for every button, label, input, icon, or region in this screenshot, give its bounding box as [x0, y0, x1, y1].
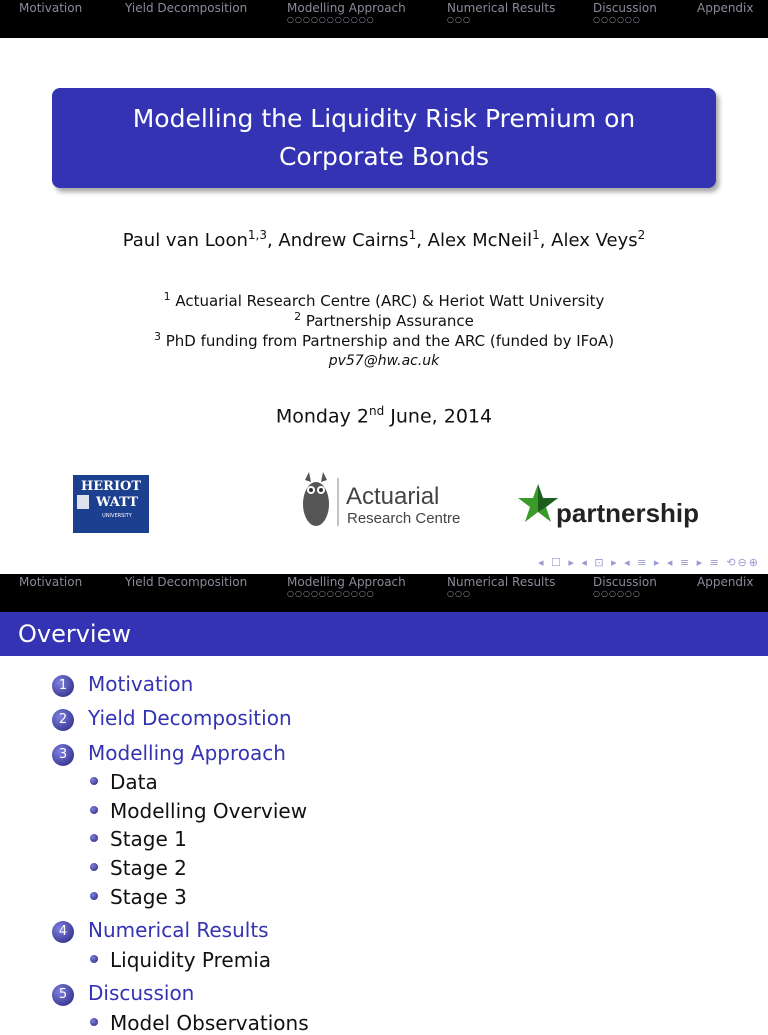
toc-item-numerical-results[interactable]	[52, 918, 269, 943]
date-pre: Monday 2	[275, 405, 370, 428]
nav-section-motivation[interactable]: Motivation	[19, 575, 83, 589]
toc-item-modelling-approach[interactable]	[52, 741, 286, 766]
nav-section-yield-decomposition[interactable]: Yield Decomposition	[125, 575, 248, 589]
toc-label[interactable]: Yield Decomposition	[88, 706, 292, 730]
author-name: Andrew Cairns	[278, 230, 409, 251]
toc-subitem-model-observations[interactable]	[90, 1011, 309, 1035]
author-affil-sup: 1	[532, 228, 540, 242]
author-affil-sup: 1,3	[247, 228, 267, 242]
toc-sublabel[interactable]: Data	[110, 770, 158, 794]
affil-text: Partnership Assurance	[305, 312, 474, 330]
affil-sup: 2	[294, 310, 302, 323]
toc-number-badge: 3	[52, 744, 74, 766]
author-name: Paul van Loon	[122, 230, 248, 251]
nav-section-modelling-approach[interactable]: Modelling Approach	[287, 1, 406, 15]
hw-logo-line3: UNIVERSITY	[102, 513, 132, 519]
nav-dots-discussion[interactable]: ○○○○○○	[593, 15, 641, 24]
toc-sublabel[interactable]: Liquidity Premia	[110, 948, 272, 972]
presentation-date	[0, 404, 768, 427]
hw-logo-line2: WATT	[95, 495, 139, 510]
bullet-icon	[90, 806, 98, 814]
toc-sublabel[interactable]: Stage 2	[110, 856, 187, 880]
toc-subitem-modelling-overview[interactable]	[90, 799, 307, 823]
toc-subitem-stage-2[interactable]	[90, 856, 187, 880]
nav-dots-modelling-approach[interactable]: ○○○○○○○○○○○	[287, 15, 375, 24]
author-name: Alex McNeil	[427, 230, 533, 251]
nav-section-numerical-results[interactable]: Numerical Results	[447, 575, 556, 589]
toc-sublabel[interactable]: Stage 3	[110, 885, 187, 909]
partnership-logo	[518, 476, 708, 534]
date-sup: nd	[369, 404, 385, 418]
author-affil-sup: 2	[637, 228, 646, 242]
heriot-watt-logo	[73, 475, 149, 533]
nav-dots-modelling-approach[interactable]: ○○○○○○○○○○○	[287, 589, 375, 598]
toc-number-badge: 1	[52, 675, 74, 697]
toc-subitem-stage-3[interactable]	[90, 885, 187, 909]
bullet-icon	[90, 863, 98, 871]
bullet-icon	[90, 892, 98, 900]
nav-dots-numerical-results[interactable]: ○○○	[447, 589, 471, 598]
bullet-icon	[90, 1018, 98, 1026]
owl-icon	[303, 472, 329, 526]
author-name: Alex Veys	[551, 230, 638, 251]
email-line	[0, 351, 768, 369]
toc-subitem-stage-1[interactable]	[90, 827, 187, 851]
affil-text: PhD funding from Partnership and the ARC (funded by IFoA)	[165, 332, 615, 350]
toc-item-yield-decomposition[interactable]	[52, 706, 292, 731]
date-post: June, 2014	[384, 405, 493, 428]
frame-title-bar	[0, 612, 768, 656]
toc-sublabel[interactable]: Stage 1	[110, 827, 187, 851]
toc-subitem-data[interactable]	[90, 770, 158, 794]
navbar-slide2	[0, 574, 768, 612]
toc-number-badge: 2	[52, 709, 74, 731]
hw-logo-line1: HERIOT	[80, 479, 142, 494]
title-block	[52, 88, 716, 188]
bullet-icon	[90, 777, 98, 785]
author-affil-sup: 1	[408, 228, 417, 242]
arc-logo-line2: Research Centre	[347, 510, 461, 527]
arc-logo-line1: Actuarial	[346, 483, 440, 510]
toc-number-badge: 4	[52, 921, 74, 943]
author-list: Paul van Loon$^{1,3}$, Andrew Cairns$^1$, Alex McNeil$^1$, Alex Veys$^2$	[122, 228, 646, 251]
nav-section-appendix[interactable]: Appendix	[697, 1, 754, 15]
arc-logo	[298, 470, 470, 532]
affiliation-1	[0, 290, 768, 310]
toc-number-badge: 5	[52, 984, 74, 1006]
bullet-icon	[90, 834, 98, 842]
nav-section-discussion[interactable]: Discussion	[593, 575, 657, 589]
toc-sublabel[interactable]: Model Observations	[110, 1011, 309, 1035]
toc-label[interactable]: Motivation	[88, 672, 194, 696]
nav-dots-discussion[interactable]: ○○○○○○	[593, 589, 641, 598]
nav-dots-numerical-results[interactable]: ○○○	[447, 15, 471, 24]
nav-section-motivation[interactable]: Motivation	[19, 1, 83, 15]
toc-item-motivation[interactable]	[52, 672, 193, 697]
affiliation-2	[0, 310, 768, 330]
nav-section-appendix[interactable]: Appendix	[697, 575, 754, 589]
nav-section-modelling-approach[interactable]: Modelling Approach	[287, 575, 406, 589]
email-address[interactable]: pv57@hw.ac.uk	[328, 353, 440, 369]
toc-label[interactable]: Discussion	[88, 981, 195, 1005]
beamer-navigation-controls[interactable]: ◂ ☐ ▸ ◂ ⊡ ▸ ◂ ≡ ▸ ◂ ≡ ▸ ≡ ⟲⊖⊕	[537, 556, 760, 569]
affil-sup: 1	[163, 290, 171, 303]
nav-section-numerical-results[interactable]: Numerical Results	[447, 1, 556, 15]
affiliation-3	[0, 330, 768, 350]
bullet-icon	[90, 955, 98, 963]
toc-label[interactable]: Modelling Approach	[88, 741, 286, 765]
toc-sublabel[interactable]: Modelling Overview	[110, 799, 308, 823]
toc-label[interactable]: Numerical Results	[88, 918, 269, 942]
star-icon	[518, 484, 558, 522]
affil-sup: 3	[153, 330, 161, 343]
navbar-top	[0, 0, 768, 38]
partnership-logo-text: partnership	[556, 498, 700, 528]
toc-subitem-liquidity-premia[interactable]	[90, 948, 271, 972]
nav-section-discussion[interactable]: Discussion	[593, 1, 657, 15]
nav-section-yield-decomposition[interactable]: Yield Decomposition	[125, 1, 248, 15]
toc-item-discussion[interactable]	[52, 981, 194, 1006]
presentation-title: Modelling the Liquidity Risk Premium on Corporate Bonds	[132, 104, 636, 171]
frame-title: Overview	[18, 620, 131, 648]
affil-text: Actuarial Research Centre (ARC) & Heriot Watt University	[175, 292, 605, 310]
